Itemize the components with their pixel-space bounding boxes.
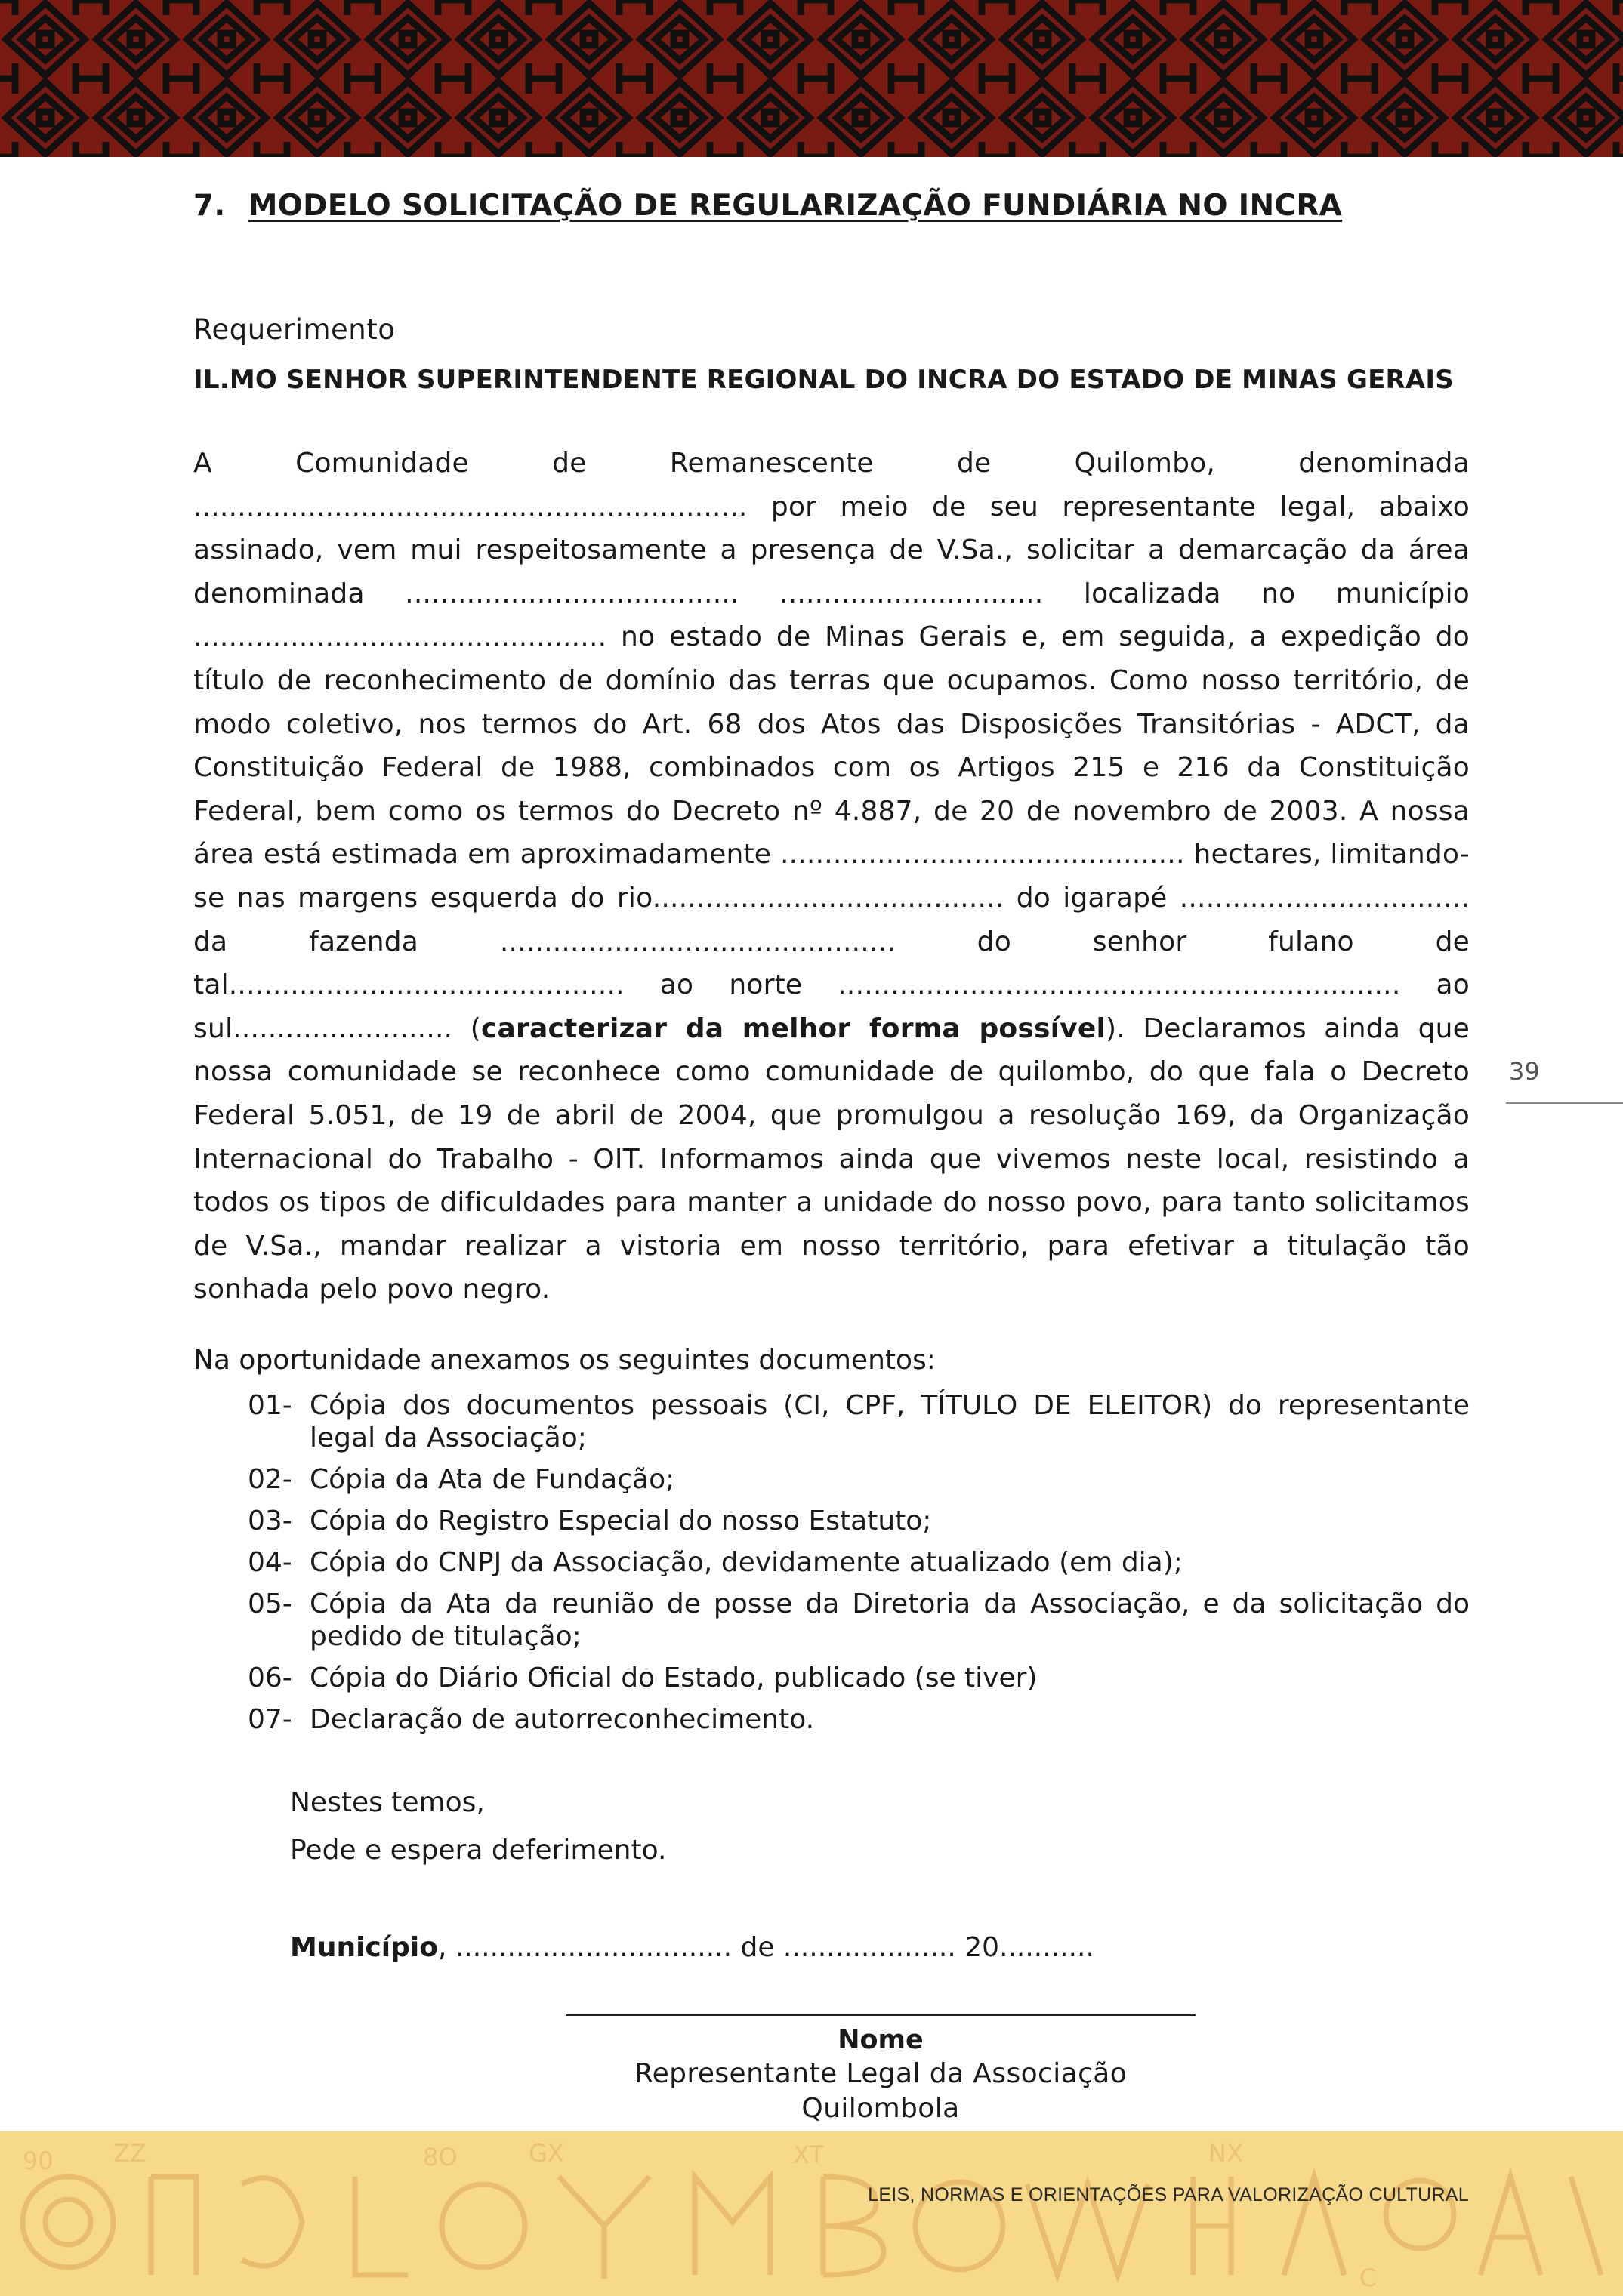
document-body (193, 189, 1470, 1963)
closing-line-2: Pede e espera deferimento. (290, 1835, 667, 1866)
list-item-text: Declaração de autorreconhecimento. (310, 1704, 815, 1736)
list-item-text: Cópia da Ata da reunião de posse da Diretoria da Associação, e da solicitação do pedido de titulação; (310, 1589, 1470, 1653)
signature-line (566, 2014, 1196, 2016)
footer-banner (0, 2131, 1623, 2296)
svg-text:8O: 8O (423, 2143, 458, 2171)
list-item-code: 07- (248, 1704, 292, 1736)
svg-text:NX: NX (1208, 2139, 1243, 2168)
svg-text:ZZ: ZZ (113, 2139, 147, 2168)
closing-block (290, 1787, 1470, 1963)
place-date-line (290, 1932, 1470, 1963)
list-item (248, 1389, 1470, 1454)
document-type: Requerimento (193, 313, 396, 346)
page-number-rule (1506, 1102, 1623, 1104)
list-item-code: 02- (248, 1464, 292, 1496)
list-item-code: 05- (248, 1589, 292, 1620)
addressee: IL.MO SENHOR SUPERINTENDENTE REGIONAL DO INCRA DO ESTADO DE MINAS GERAIS (193, 365, 1454, 395)
svg-text:XT: XT (793, 2140, 824, 2169)
list-item-text: Cópia do CNPJ da Associação, devidamente atualizado (em dia); (310, 1547, 1183, 1579)
signature-block (556, 2014, 1205, 2126)
list-item-code: 01- (248, 1390, 292, 1422)
place-label: Município (290, 1932, 438, 1964)
list-item (248, 1546, 1470, 1579)
list-item-code: 06- (248, 1663, 292, 1694)
svg-text:GX: GX (529, 2139, 564, 2168)
paragraph-text-part1: A Comunidade de Remanescente de Quilombo, denominada ............................................................... por meio de seu representante legal, abaixo assinado, vem mui respeitosamente a presença de V.Sa., solicitar a demarcação da área denominada ...................................... .............................. localizada no município ............................................... no estado de Minas Gerais e, em seguida, a expedição do título de reconhecimento de domínio das terras que ocupamos. Como nosso território, de modo coletivo, nos termos do Art. 68 dos Atos das Disposições Transitórias - ADCT, da Constituição Federal de 1988, combinados com os Artigos 215 e 216 da Constituição Federal, bem como os termos do Decreto nº 4.887, de 20 de novembro de 2003. A nossa área está estimada em aproximadamente .............................................. hectares, limitando-se nas margens esquerda do rio........................................ do igarapé ................................. da fazenda ............................................. do senhor fulano de tal............................................. ao norte ................................................................ ao sul......................... ( (193, 448, 1470, 1044)
list-item (248, 1703, 1470, 1736)
list-item (248, 1588, 1470, 1653)
signature-role: Representante Legal da Associação Quilombola (634, 2058, 1128, 2124)
list-item-text: Cópia dos documentos pessoais (CI, CPF, TÍTULO DE ELEITOR) do representante legal da Associação; (310, 1390, 1470, 1454)
paragraph-emphasis: caracterizar da melhor forma possível (481, 1012, 1106, 1044)
closing-line-1: Nestes temos, (290, 1787, 485, 1819)
list-item-code: 03- (248, 1505, 292, 1537)
request-paragraph (193, 442, 1470, 1311)
svg-text:90: 90 (23, 2147, 54, 2175)
top-decorative-banner (0, 0, 1623, 157)
list-item (248, 1463, 1470, 1496)
documents-intro: Na oportunidade anexamos os seguintes documentos: (193, 1344, 936, 1376)
svg-text:C: C (1359, 2264, 1377, 2292)
footer-glyph-pattern (0, 2131, 1623, 2296)
paragraph-text-part2: ). Declaramos ainda que nossa comunidade se reconhece como comunidade de quilombo, do que fala o Decreto Federal 5.051, de 19 de abril de 2004, que promulgou a resolução 169, da Organização Internacional do Trabalho - OIT. Informamos ainda que vivemos neste local, resistindo a todos os tipos de dificuldades para manter a unidade do nosso povo, para tanto solicitamos de V.Sa., mandar realizar a vistoria em nosso território, para efetivar a titulação tão sonhada pelo povo negro. (193, 1012, 1470, 1305)
list-item-text: Cópia do Diário Oficial do Estado, publicado (se tiver) (310, 1663, 1038, 1694)
list-item-text: Cópia da Ata de Fundação; (310, 1464, 675, 1496)
place-date-blanks: , ................................ de .................... 20........... (437, 1932, 1094, 1964)
page-number: 39 (1509, 1057, 1540, 1086)
section-title: MODELO SOLICITAÇÃO DE REGULARIZAÇÃO FUNDIÁRIA NO INCRA (248, 189, 1343, 223)
geometric-pattern (0, 0, 1623, 157)
footer-caption: LEIS, NORMAS E ORIENTAÇÕES PARA VALORIZAÇÃO CULTURAL (868, 2184, 1469, 2205)
list-item (248, 1662, 1470, 1694)
list-item (248, 1505, 1470, 1537)
list-item-code: 04- (248, 1547, 292, 1579)
documents-list (193, 1389, 1470, 1736)
section-number: 7. (193, 189, 226, 223)
list-item-text: Cópia do Registro Especial do nosso Estatuto; (310, 1505, 932, 1537)
signature-name: Nome (838, 2025, 924, 2055)
section-heading (193, 189, 1470, 223)
